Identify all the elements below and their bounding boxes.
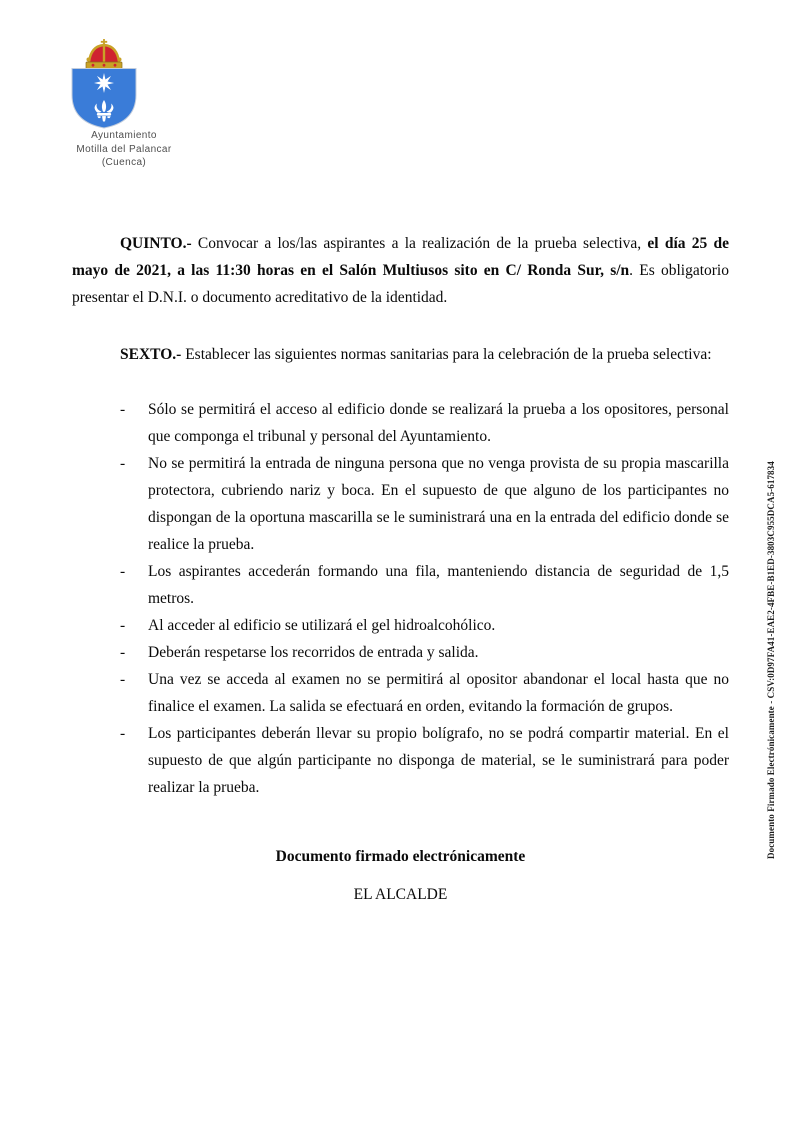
paragraph-sexto xyxy=(72,341,729,368)
csv-vertical-text: Documento Firmado Electrónicamente - CSV:0D97FA41-EAE2-4FBE-B1ED-3803C955DCA5-617834 xyxy=(766,461,776,859)
list-item-marker: - xyxy=(120,725,126,742)
sanitary-rules-list xyxy=(72,396,729,801)
list-item-text: Deberán respetarse los recorridos de entrada y salida. xyxy=(148,644,479,661)
list-item-text: Al acceder al edificio se utilizará el gel hidroalcohólico. xyxy=(148,617,496,634)
paragraph-quinto-label: QUINTO.- xyxy=(120,235,192,252)
list-item xyxy=(120,396,729,450)
list-item xyxy=(120,612,729,639)
list-item-marker: - xyxy=(120,401,126,418)
list-item xyxy=(120,639,729,666)
crown-icon xyxy=(86,39,122,69)
list-item-marker: - xyxy=(120,563,126,580)
list-item-text: Una vez se acceda al examen no se permitirá al opositor abandonar el local hasta que no finalice el examen. La salida se efectuará en orden, evitando la formación de grupos. xyxy=(148,671,729,715)
signature-electronic-line: Documento firmado electrónicamente xyxy=(275,848,526,865)
list-item-text: Los aspirantes accederán formando una fila, manteniendo distancia de seguridad de 1,5 metros. xyxy=(148,563,729,607)
paragraph-quinto-text-1: Convocar a los/las aspirantes a la realización de la prueba selectiva, xyxy=(191,235,648,252)
list-item xyxy=(120,666,729,720)
paragraph-quinto-text-2: . Es obligatorio presentar el D.N.I. o documento acreditativo de la identidad. xyxy=(72,262,729,306)
list-item-marker: - xyxy=(120,671,126,688)
paragraph-sexto-text: Establecer las siguientes normas sanitarias para la celebración de la prueba selectiva: xyxy=(181,346,712,363)
document-body xyxy=(72,230,729,908)
coat-of-arms-icon xyxy=(64,33,144,133)
logo-caption-line-3: (Cuenca) xyxy=(101,157,147,168)
star-icon xyxy=(94,73,114,93)
paragraph-quinto-bold-date: el día 25 de mayo de 2021, a las 11:30 horas en el Salón Multiusos sito en C/ Ronda Sur, s/n xyxy=(72,235,729,279)
list-item-marker: - xyxy=(120,644,126,661)
list-item-marker: - xyxy=(120,617,126,634)
list-item-marker: - xyxy=(120,455,126,472)
signature-role-line: EL ALCALDE xyxy=(353,886,448,903)
logo-caption-line-1: Ayuntamiento xyxy=(91,130,157,141)
paragraph-sexto-label: SEXTO.- xyxy=(120,346,182,363)
list-item-text: Los participantes deberán llevar su propio bolígrafo, no se podrá compartir material. En el supuesto de que algún participante no disponga de material, se le suministrará para poder realizar la prueba. xyxy=(148,725,729,796)
logo-caption-line-2: Motilla del Palancar xyxy=(76,143,172,155)
logo-caption xyxy=(46,129,202,170)
paragraph-quinto xyxy=(72,230,729,311)
list-item xyxy=(120,450,729,558)
list-item-text: Sólo se permitirá el acceso al edificio donde se realizará la prueba a los opositores, personal que componga el tribunal y personal del Ayuntamiento. xyxy=(148,401,729,445)
list-item-text: No se permitirá la entrada de ninguna persona que no venga provista de su propia mascarilla protectora, cubriendo nariz y boca. En el supuesto de que alguno de los participantes no dispongan de la oportuna mascarilla se le suministrará una en la entrada del edificio donde se realice la prueba. xyxy=(148,455,729,553)
list-item xyxy=(120,720,729,801)
list-item xyxy=(120,558,729,612)
